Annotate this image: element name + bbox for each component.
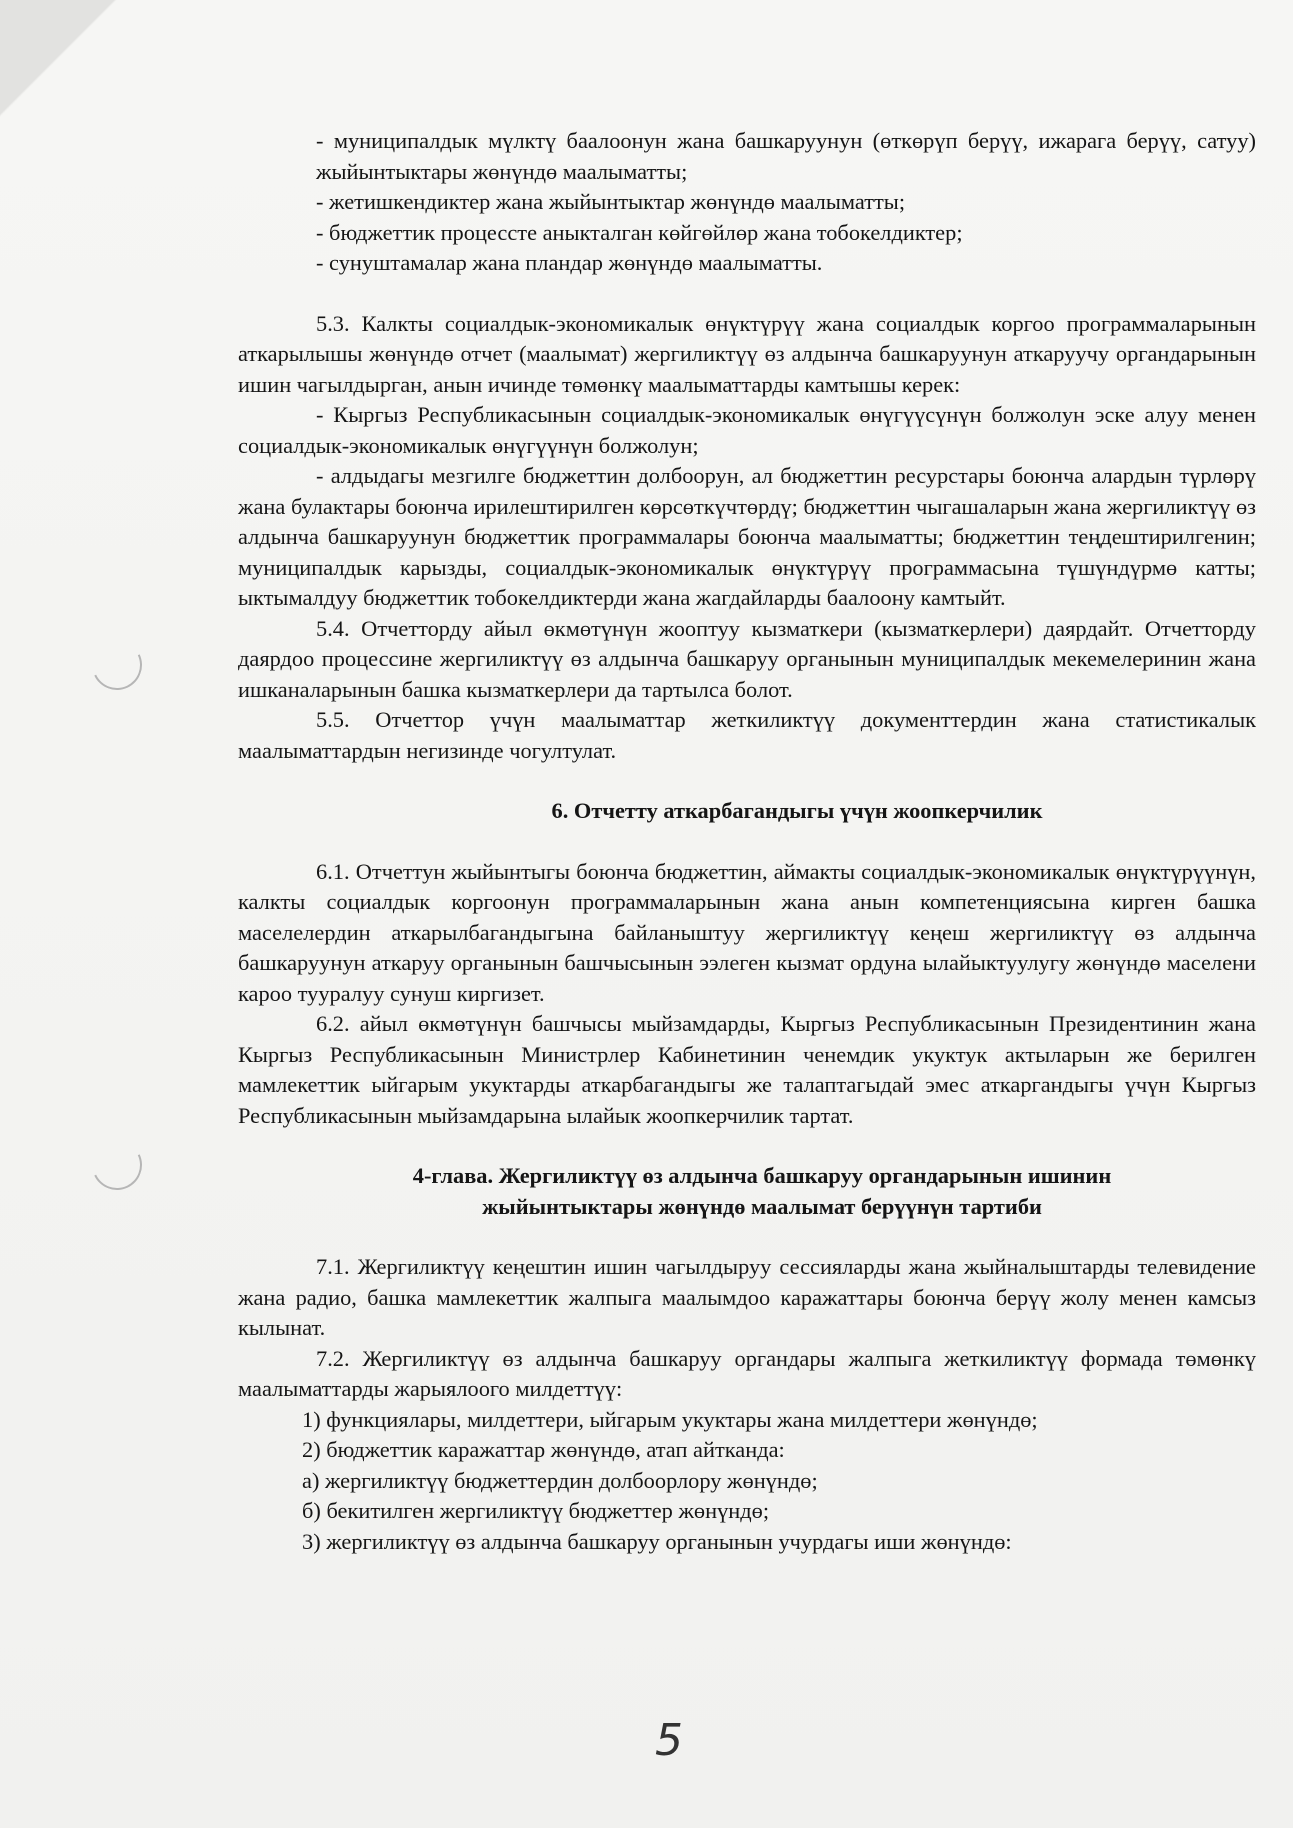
paragraph-6-1: 6.1. Отчеттун жыйынтыгы боюнча бюджеттин, аймакты социалдык-экономикалык өнүктүрүүнүн, калкты социалдык коргоонун программаларынын жана анын компетенциясына кирген башка маселелердин аткарылбагандыгына байланыштуу жергиликтүү кеңеш жергиликтүү өз алдынча башкаруунун аткаруу органынын башчысынын ээлеген кызмат ордуна ылайыктуулугу жөнүндө маселени кароо тууралуу сунуш киргизет. (238, 858, 1256, 1006)
paragraph-5-3: 5.3. Калкты социалдык-экономикалык өнүктүрүү жана социалдык коргоо программаларынын аткарылышы жөнүндө отчет (маалымат) жергиликтүү өз алдынча башкаруунун аткаруучу органдарынын ишин чагылдырган, анын ичинде төмөнкү маалыматтарды камтышы керек: (238, 310, 1256, 397)
list-item: а) жергиликтүү бюджеттердин долбоорлору жөнүндө; (302, 1467, 818, 1493)
paragraph-7-1: 7.1. Жергиликтүү кеңештин ишин чагылдыруу сессияларды жана жыйналыштарды телевидение жана радио, башка мамлекеттик жалпыга маалымдоо каражаттары боюнча берүү жолу менен камсыз кылынат. (238, 1254, 1256, 1340)
list-item: 2) бюджеттик каражаттар жөнүндө, атап айтканда: (302, 1437, 785, 1462)
paragraph-5-3-a: - Кыргыз Республикасынын социалдык-экономикалык өнүгүүсүнүн болжолун эске алуу менен социалдык-экономикалык өнүгүүнүн болжолун; (238, 402, 1256, 458)
paragraph-5-3-b: - алдыдагы мезгилге бюджеттин долбоорун, ал бюджеттин ресурстары боюнча алардын түрлөрү жана булактары боюнча ирилештирилген көрсөткүчтөрдү; бюджеттин чыгашаларын жана жергиликтүү өз алдынча башкаруунун бюджеттик программалары боюнча маалыматты; бюджеттин теңдештирилгенин; муниципалдык карызды, социалдык-экономикалык өнүктүрүү программасына түшүндүрмө катты; ыктымалдуу бюджеттик тобокелдиктерди жана жагдайларды баалоону камтыйт. (238, 463, 1256, 610)
paragraph-7-2: 7.2. Жергиликтүү өз алдынча башкаруу органдары жалпыга жеткиликтүү формада төмөнкү маалыматтарды жарыялоого милдеттүү: (238, 1345, 1256, 1401)
list-item: - бюджеттик процессте аныкталган көйгөйлөр жана тобокелдиктер; (316, 219, 963, 245)
section-6-heading: 6. Отчетту аткарбагандыгы үчүн жоопкерчилик (551, 798, 1043, 823)
page-number: 5 (655, 1715, 683, 1766)
list-item: 1) функциялары, милдеттери, ыйгарым укуктары жана милдеттери жөнүндө; (302, 1406, 1038, 1432)
list-item: - сунуштамалар жана пландар жөнүндө маалыматты. (316, 250, 823, 275)
list-item: б) бекитилген жергиликтүү бюджеттер жөнүндө; (302, 1498, 770, 1523)
document-body (238, 126, 1256, 1557)
paragraph-5-5: 5.5. Отчеттор үчүн маалыматтар жеткиликтүү документтердин жана статистикалык маалыматтардын негизинде чогултулат. (238, 707, 1256, 763)
paragraph-6-2: 6.2. айыл өкмөтүнүн башчысы мыйзамдарды, Кыргыз Республикасынын Президентинин жана Кыргыз Республикасынын Министрлер Кабинетинин ченемдик укуктук актыларын же берилген мамлекеттик ыйгарым укуктарды аткарбагандыгы же талаптагыдай эмес аткаргандыгы үчүн Кыргыз Республикасынын мыйзамдарына ылайык жоопкерчилик тартат. (238, 1011, 1256, 1128)
punch-hole-mark (85, 1133, 149, 1197)
chapter-4-heading: 4-глава. Жергиликтүү өз алдынча башкаруу органдарынын ишинин жыйынтыктары жөнүндө маалымат берүүнүн тартиби (412, 1163, 1112, 1219)
list-item: - жетишкендиктер жана жыйынтыктар жөнүндө маалыматты; (316, 189, 906, 214)
list-item: 3) жергиликтүү өз алдынча башкаруу органынын учурдагы иши жөнүндө: (302, 1528, 1012, 1554)
punch-hole-mark (85, 633, 149, 697)
paragraph-5-4: 5.4. Отчетторду айыл өкмөтүнүн жооптуу кызматкери (кызматкерлери) даярдайт. Отчетторду даярдоо процессине жергиликтүү өз алдынча башкаруу органынын муниципалдык мекемелеринин жана ишканаларынын башка кызматкерлери да тартылса болот. (238, 615, 1256, 702)
folded-corner (0, 0, 150, 150)
list-item: - муниципалдык мүлктү баалоонун жана башкаруунун (өткөрүп берүү, ижарага берүү, сатуу) жыйынтыктары жөнүндө маалыматты; (316, 128, 1256, 184)
